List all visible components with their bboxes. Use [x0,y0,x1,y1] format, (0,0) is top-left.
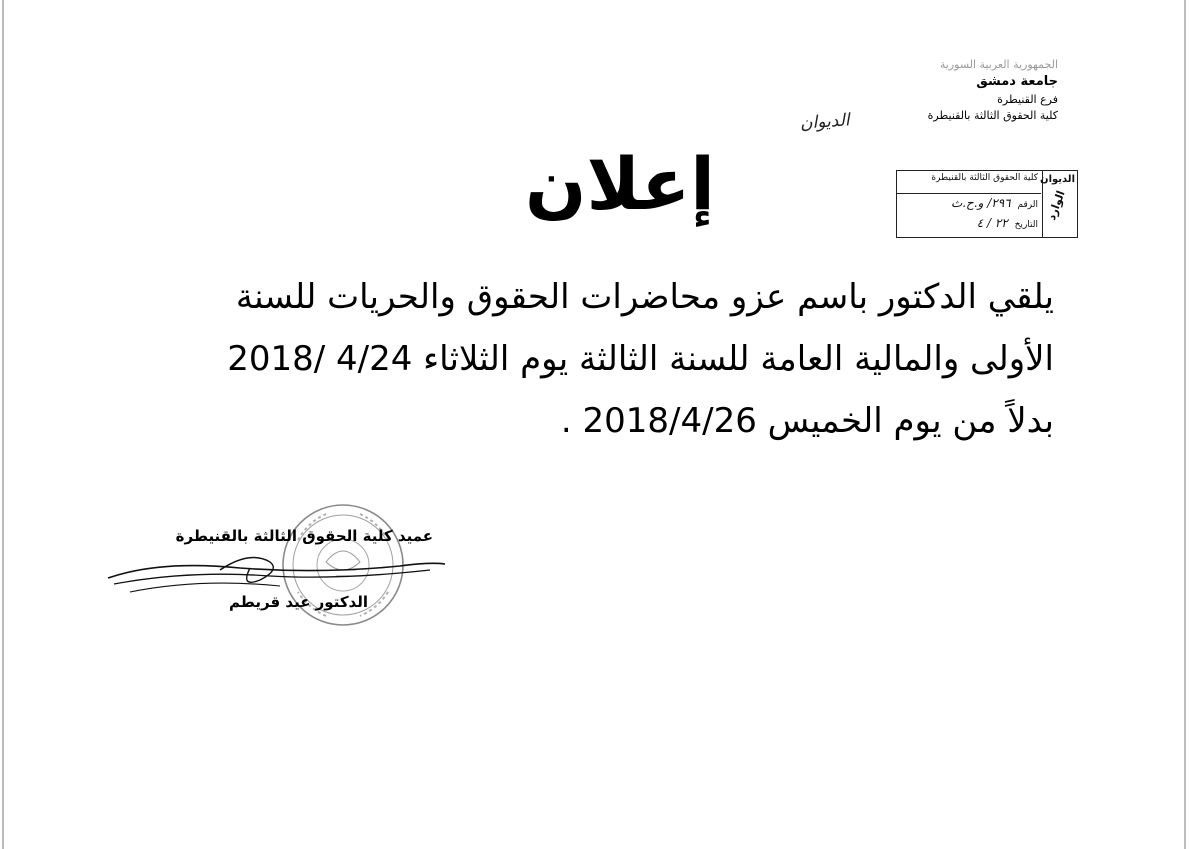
body-line-1: يلقي الدكتور باسم عزو محاضرات الحقوق والحريات للسنة [235,277,1054,317]
letterhead-faculty: كلية الحقوق الثالثة بالقنيطرة [927,108,1058,122]
department-handwriting: الديوان [799,110,851,134]
signature-scribble-icon [100,540,450,620]
stamp-number-label: الرقم [1017,200,1038,210]
stamp-faculty: كلية الحقوق الثالثة بالقنيطرة [931,173,1038,183]
stamp-faculty-row [897,173,1041,194]
letterhead-branch: فرع القنيطرة [997,92,1058,106]
letterhead-university: جامعة دمشق [976,73,1058,89]
letterhead-republic: الجمهورية العربية السورية [939,58,1058,71]
registry-stamp [896,170,1078,238]
scan-edge-right [1184,0,1186,849]
dean-name: الدكتور عيد قريطم [229,593,368,611]
scan-edge-left [2,0,4,849]
stamp-number-row [897,196,1041,210]
dean-title: عميد كلية الحقوق الثالثة بالقنيطرة [175,527,433,545]
body-line-3: بدلاً من يوم الخميس 2018/4/26 . [560,401,1054,441]
stamp-date-value: ٢٢ / ٤ [976,216,1008,230]
stamp-label-column [1042,171,1077,237]
announcement-title: إعلان [525,142,715,226]
body-line-2: الأولى والمالية العامة للسنة الثالثة يوم الثلاثاء 4/24 /2018 [227,339,1054,379]
stamp-date-label: التاريخ [1014,220,1038,230]
stamp-office: الديوان [1040,174,1075,185]
stamp-number-value: ٢٩٦/ و.ح.ث [950,196,1011,210]
stamp-incoming: الوارد [1045,188,1069,223]
stamp-date-row [897,216,1041,230]
announcement-body [168,266,1054,452]
